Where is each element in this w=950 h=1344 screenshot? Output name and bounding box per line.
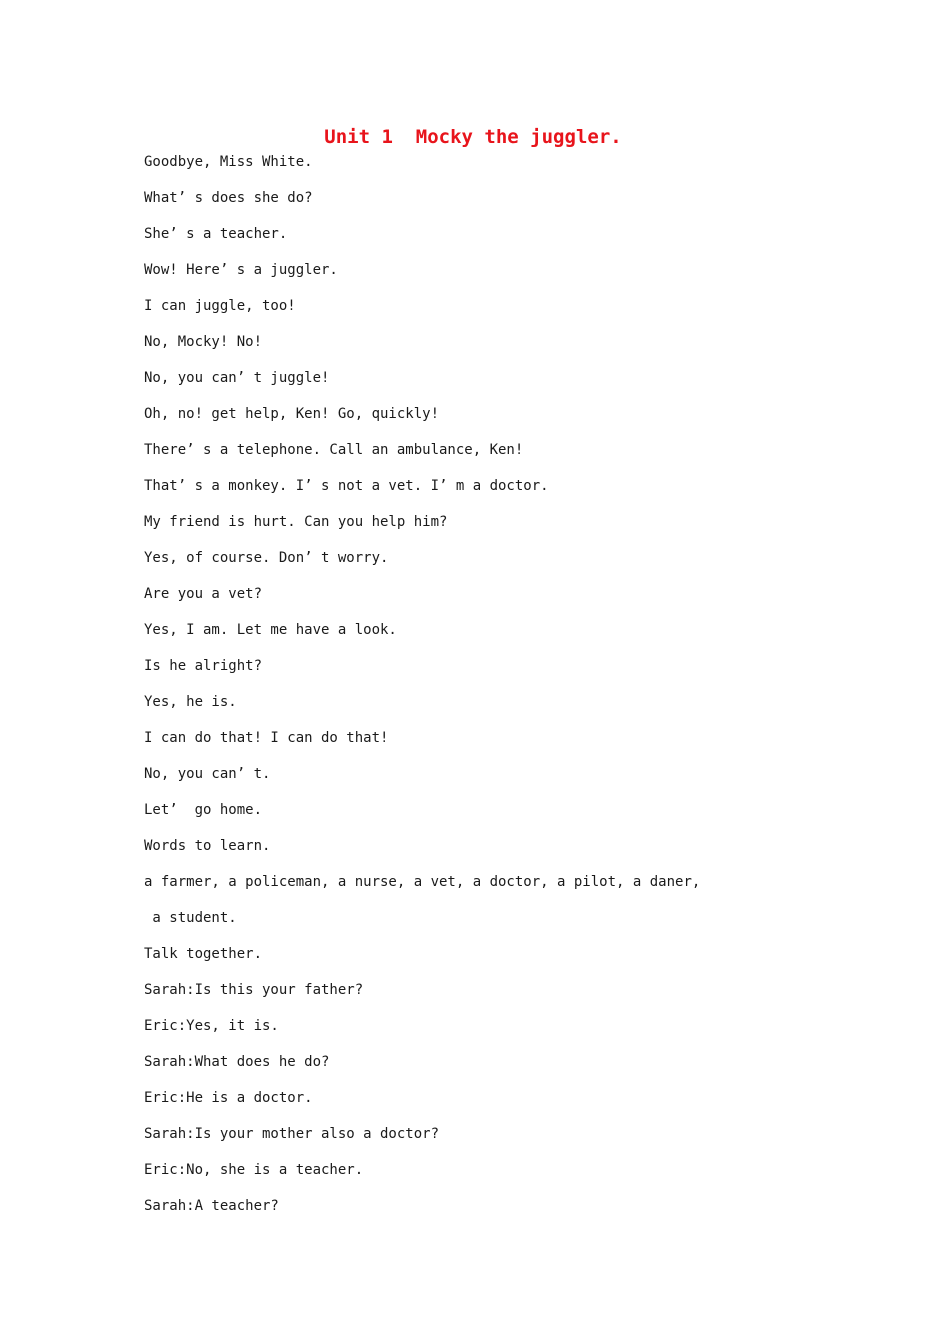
text-line: Eric:No, she is a teacher. [144,1162,364,1178]
text-line: Wow! Here’ s a juggler. [144,262,338,278]
text-line: Is he alright? [144,658,263,674]
text-line: What’ s does she do? [144,190,313,206]
text-line: a student. [144,910,237,926]
text-line: My friend is hurt. Can you help him? [144,514,448,530]
text-line: Let’ go home. [144,802,263,818]
text-line: Sarah:Is your mother also a doctor? [144,1126,440,1142]
text-line: No, you can’ t. [144,766,271,782]
text-line: She’ s a teacher. [144,226,288,242]
text-line: No, Mocky! No! [144,334,263,350]
text-line: Oh, no! get help, Ken! Go, quickly! [144,406,440,422]
dialogue-text [144,151,844,1231]
text-line: Yes, of course. Don’ t worry. [144,550,389,566]
document-title: Unit 1 Mocky the juggler. [324,126,622,148]
text-line: Yes, I am. Let me have a look. [144,622,397,638]
text-line: Eric:He is a doctor. [144,1090,313,1106]
text-line: Words to learn. [144,838,271,854]
text-line: No, you can’ t juggle! [144,370,330,386]
text-line: a farmer, a policeman, a nurse, a vet, a doctor, a pilot, a daner, [144,874,701,890]
text-line: Sarah:What does he do? [144,1054,330,1070]
text-line: Yes, he is. [144,694,237,710]
text-line: Are you a vet? [144,586,263,602]
text-line: I can do that! I can do that! [144,730,389,746]
text-line: Sarah:A teacher? [144,1198,279,1214]
text-line: Sarah:Is this your father? [144,982,364,998]
text-line: There’ s a telephone. Call an ambulance, Ken! [144,442,524,458]
text-line: Eric:Yes, it is. [144,1018,279,1034]
text-line: I can juggle, too! [144,298,296,314]
text-line: Talk together. [144,946,263,962]
text-line: Goodbye, Miss White. [144,154,313,170]
text-line: That’ s a monkey. I’ s not a vet. I’ m a doctor. [144,478,549,494]
